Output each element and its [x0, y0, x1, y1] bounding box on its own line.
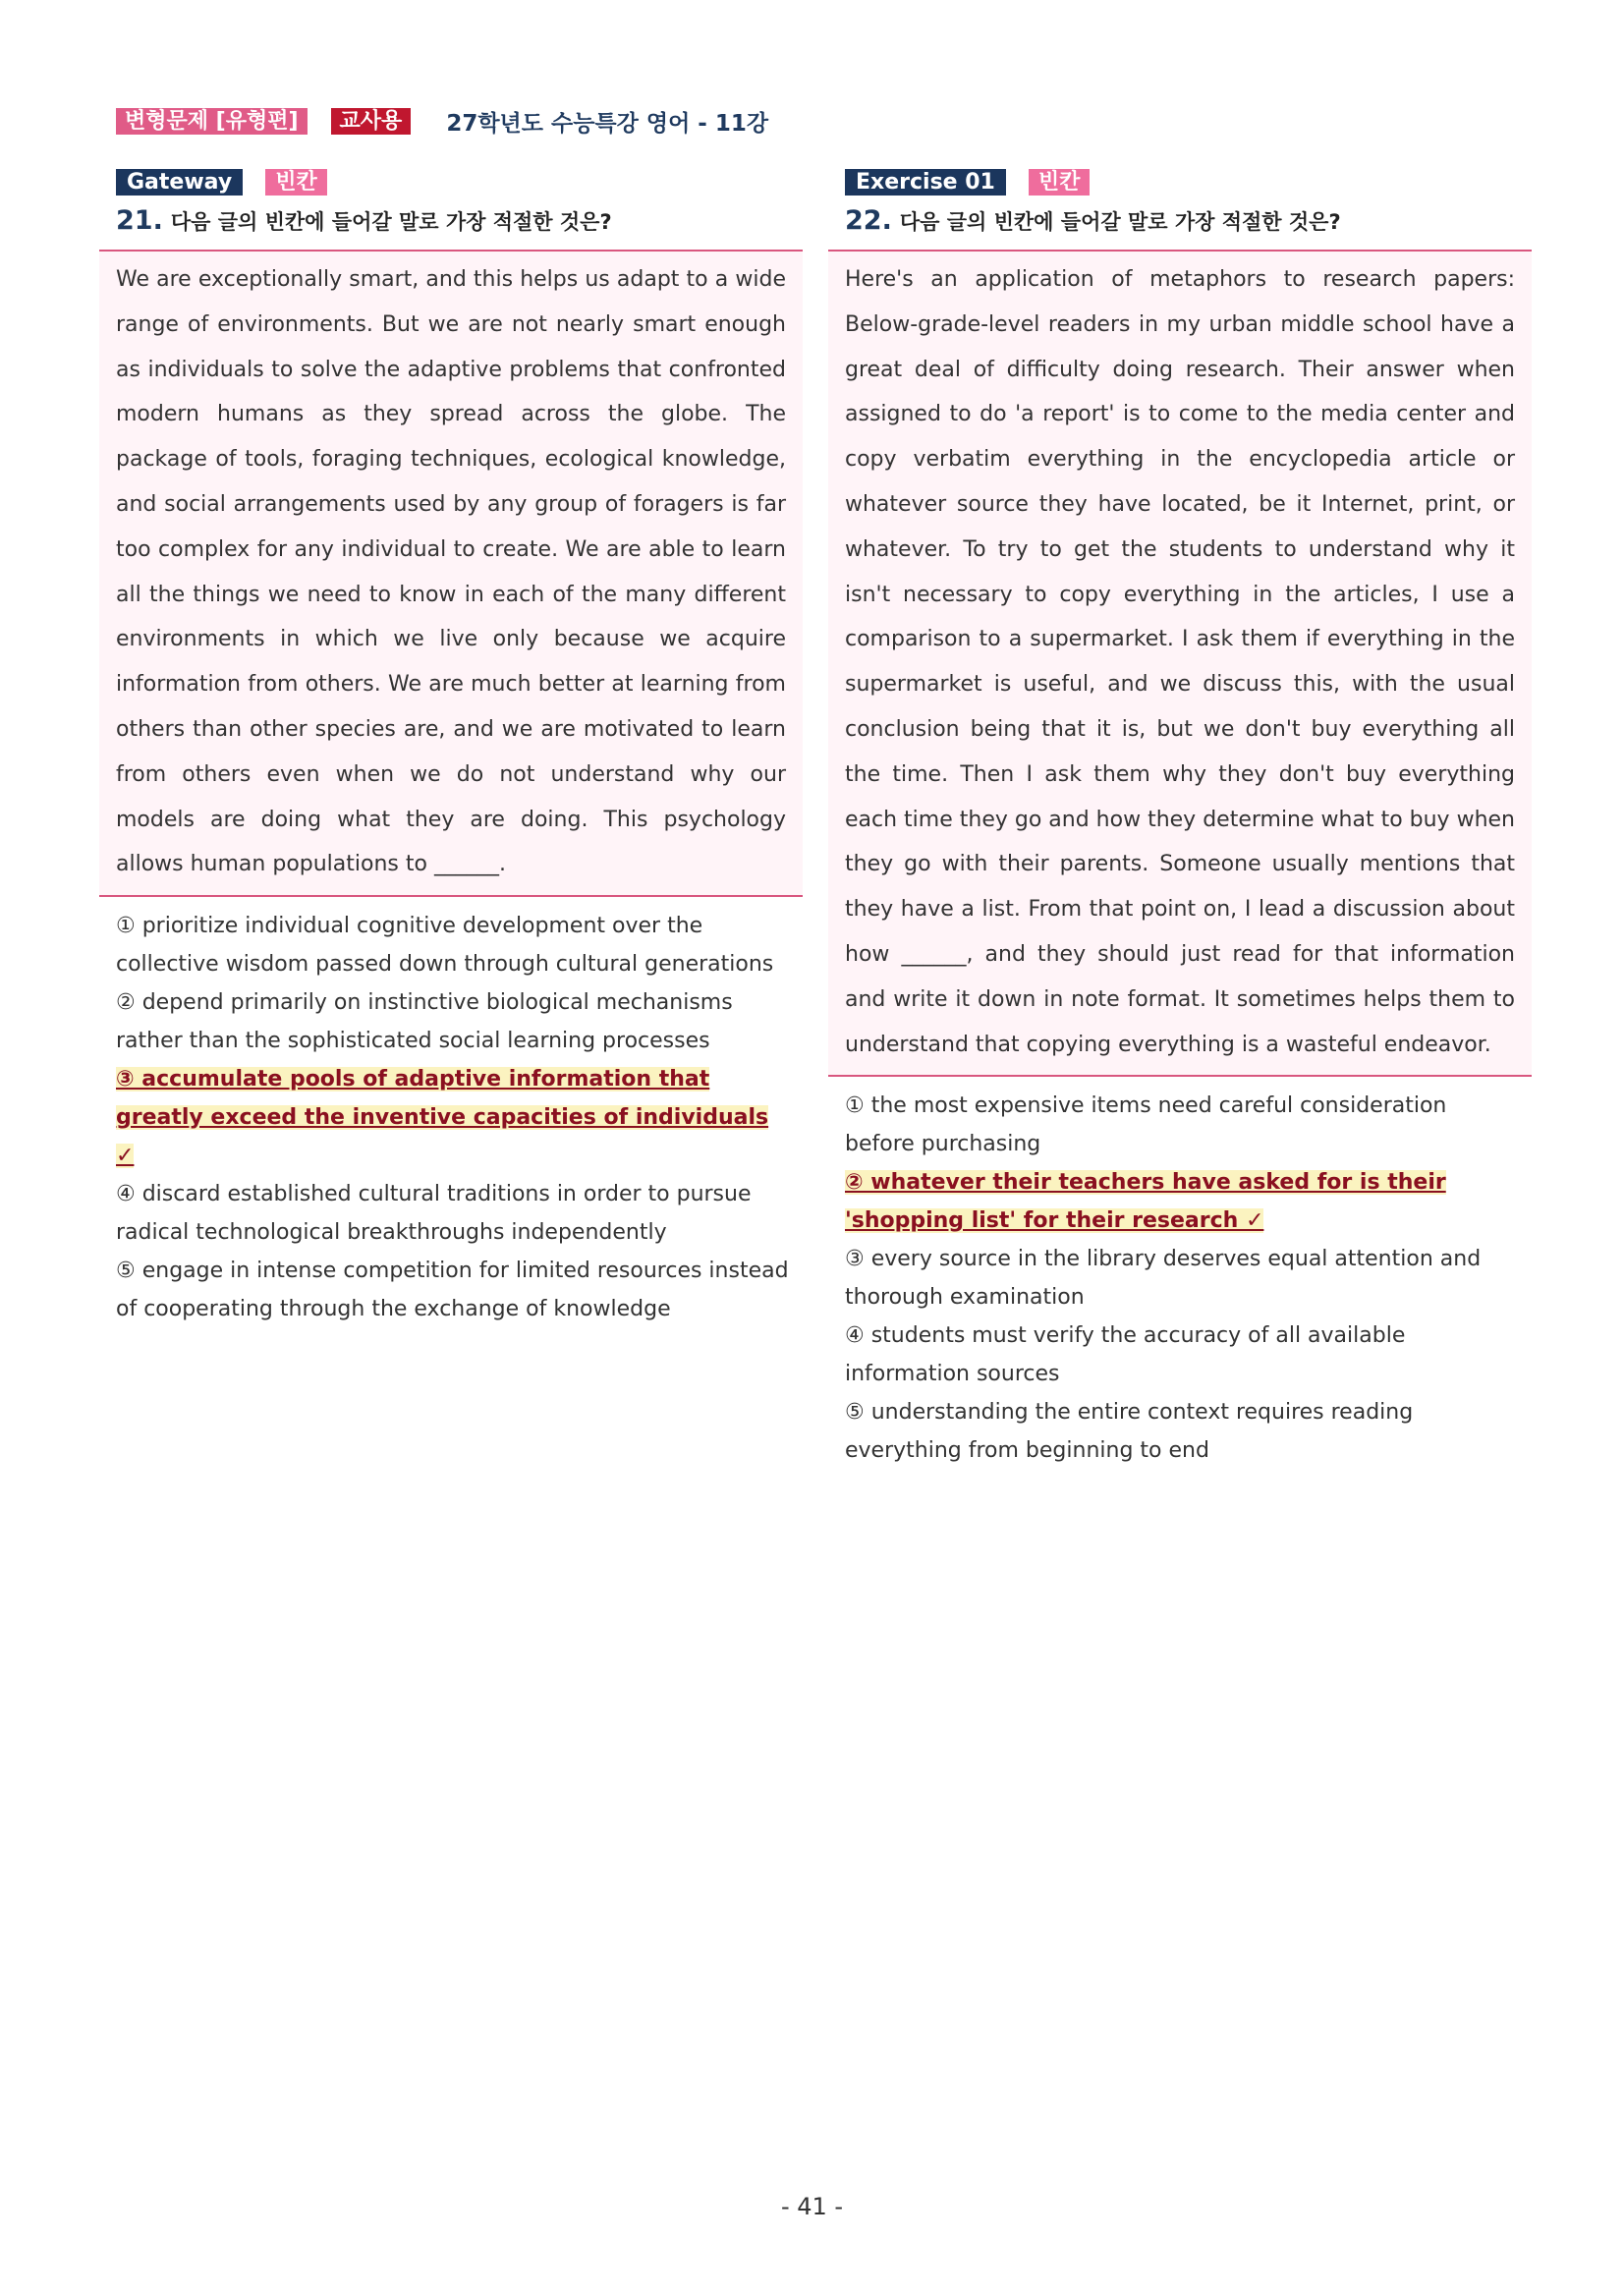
question-22-column [828, 169, 1532, 1470]
section-labels [99, 169, 803, 196]
question-number: 22. [845, 205, 892, 236]
option-4[interactable]: ④ discard established cultural traditions in order to pursue radical technological breakthroughs independently [116, 1182, 752, 1246]
question-prompt [99, 205, 803, 237]
question-number: 21. [116, 205, 163, 236]
correct-answer-text: ② whatever their teachers have asked for is their 'shopping list' for their research ✓ [845, 1170, 1446, 1234]
option-4[interactable]: ④ students must verify the accuracy of all available information sources [845, 1323, 1406, 1387]
option-3-correct[interactable] [116, 1060, 793, 1175]
question-prompt [828, 205, 1532, 237]
section-label: Exercise 01 [845, 169, 1006, 196]
page-number: - 41 - [780, 2193, 844, 2220]
correct-answer-text: ③ accumulate pools of adaptive information that greatly exceed the inventive capacities of individuals ✓ [116, 1067, 769, 1169]
passage-box: We are exceptionally smart, and this helps us adapt to a wide range of environments. But we are not nearly smart enough as individuals to solve the adaptive problems that confronted modern humans as they spread across the globe. The package of tools, foraging techniques, ecological knowledge, and social arrangements used by any group of foragers is far too complex for any individual to create. We are able to learn all the things we need to know in each of the many different environments in which we live only because we acquire information from others. We are much better at learning from others than other species are, and we are motivated to learn from others even when we do not understand why our models are doing what they are doing. This psychology allows human populations to ______. [99, 250, 803, 897]
variant-tag: 변형문제 [유형편] [116, 108, 308, 135]
question-21-column [99, 169, 803, 1328]
type-label: 빈칸 [1029, 169, 1091, 196]
option-5[interactable]: ⑤ engage in intense competition for limited resources instead of cooperating through the exchange of knowledge [116, 1259, 789, 1322]
option-1[interactable]: ① prioritize individual cognitive development over the collective wisdom passed down through cultural generations [116, 914, 774, 978]
option-2-correct[interactable] [845, 1163, 1522, 1240]
option-1[interactable]: ① the most expensive items need careful consideration before purchasing [845, 1093, 1447, 1157]
answer-options [99, 907, 803, 1328]
option-2[interactable]: ② depend primarily on instinctive biological mechanisms rather than the sophisticated social learning processes [116, 990, 733, 1054]
document-title: 27학년도 수능특강 영어 - 11강 [446, 110, 769, 137]
header-bar [116, 106, 768, 136]
option-3[interactable]: ③ every source in the library deserves equal attention and thorough examination [845, 1247, 1482, 1311]
answer-options [828, 1087, 1532, 1470]
section-label: Gateway [116, 169, 243, 196]
type-label: 빈칸 [265, 169, 327, 196]
question-text: 다음 글의 빈칸에 들어갈 말로 가장 적절한 것은? [170, 210, 612, 234]
passage-box: Here's an application of metaphors to research papers: Below-grade-level readers in my urban middle school have a great deal of difficulty doing research. Their answer when assigned to do 'a report' is to come to the media center and copy verbatim everything in the encyclopedia article or whatever source they have located, be it Internet, print, or whatever. To try to get the students to understand why it isn't necessary to copy everything in the articles, I use a comparison to a supermarket. I ask them if everything in the supermarket is useful, and we discuss this, with the usual conclusion being that it is, but we don't buy everything all the time. Then I ask them why they don't buy everything each time they go and how they determine what to buy when they go with their parents. Someone usually mentions that they have a list. From that point on, I lead a discussion about how ______, and they should just read for that information and write it down in note format. It sometimes helps them to understand that copying everything is a wasteful endeavor. [828, 250, 1532, 1077]
question-text: 다음 글의 빈칸에 들어갈 말로 가장 적절한 것은? [899, 210, 1341, 234]
teacher-tag: 교사용 [331, 108, 412, 135]
option-5[interactable]: ⑤ understanding the entire context requires reading everything from beginning to end [845, 1400, 1414, 1464]
section-labels [828, 169, 1532, 196]
